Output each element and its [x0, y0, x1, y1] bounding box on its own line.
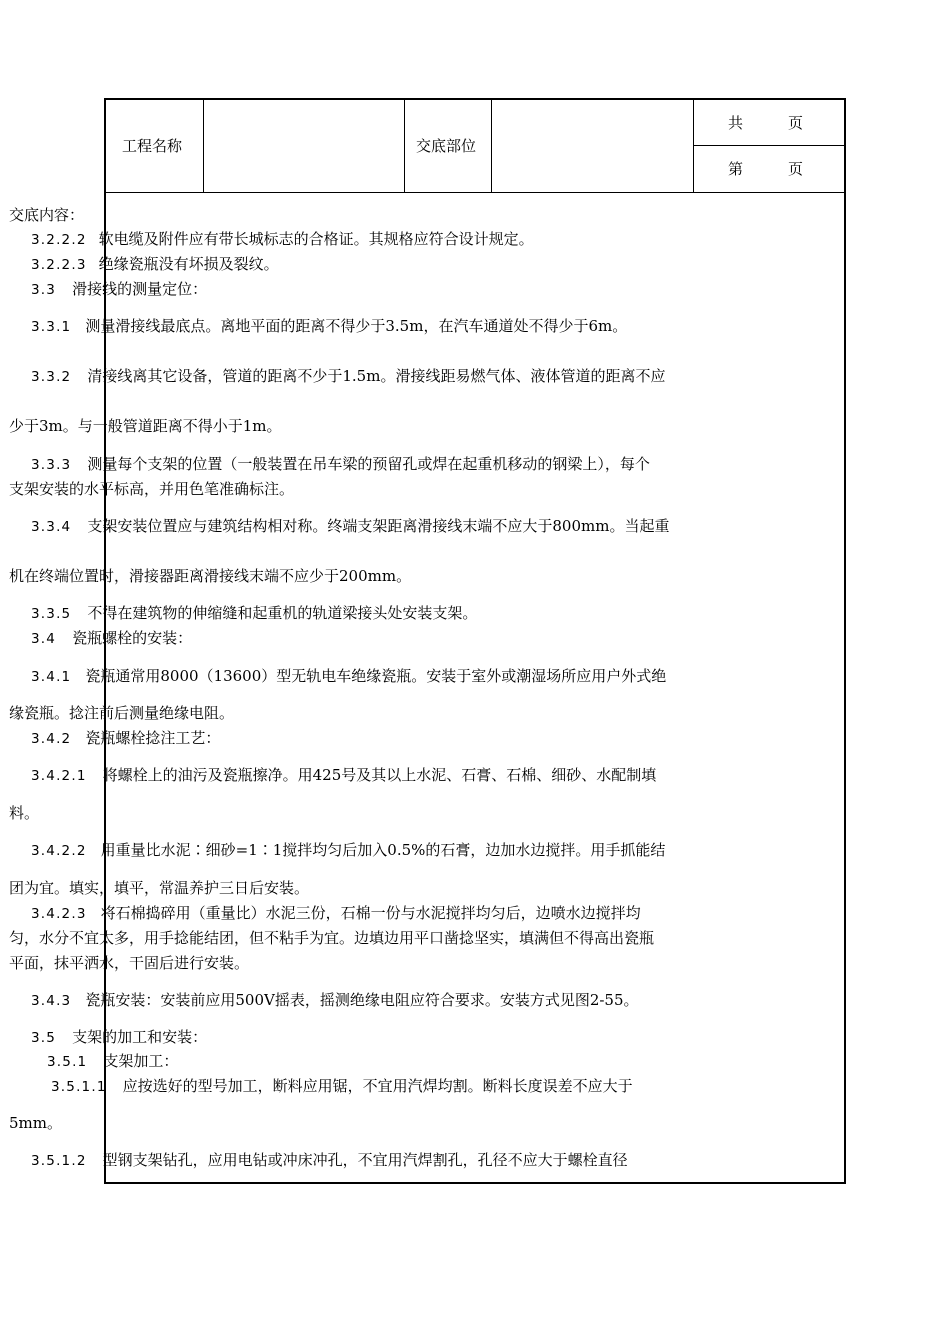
- divider: [694, 145, 844, 146]
- section-number: 3.4: [31, 631, 57, 647]
- line-text: 瓷瓶螺栓捻注工艺：: [85, 729, 221, 747]
- content-line: [9, 803, 39, 823]
- line-text: 清接线离其它设备，管道的距离不少于1.5m。滑接线距易燃气体、液体管道的距离不应: [87, 367, 666, 385]
- section-number: 3.2.2.2: [31, 232, 87, 248]
- section-number: 3.4.3: [31, 993, 72, 1009]
- line-text: 测量每个支架的位置（一般装置在吊车梁的预留孔或焊在起重机移动的钢梁上），每个: [87, 455, 650, 473]
- section-number: 3.4.2.1: [31, 768, 87, 784]
- section-number: 3.4.1: [31, 669, 72, 685]
- section-number: 3.3.3: [31, 457, 72, 473]
- line-text: 绝缘瓷瓶没有坏损及裂纹。: [98, 255, 279, 273]
- content-line: [31, 765, 656, 786]
- content-line: [31, 666, 666, 687]
- line-text: 支架安装的水平标高，并用色笔准确标注。: [9, 480, 295, 498]
- line-text: 软电缆及附件应有带长城标志的合格证。其规格应符合设计规定。: [98, 230, 534, 248]
- section-number: 3.4.2.2: [31, 843, 87, 859]
- content-line: [31, 728, 220, 749]
- line-text: 平面，抹平洒水，干固后进行安装。: [9, 954, 250, 972]
- line-text: 瓷瓶安装：安装前应用500V摇表，摇测绝缘电阻应符合要求。安装方式见图2-55。: [85, 991, 639, 1009]
- divider: [491, 100, 492, 192]
- section-number: 3.5.1.1: [51, 1079, 107, 1095]
- section-number: 3.5.1.2: [31, 1153, 87, 1169]
- content-line: [31, 1027, 207, 1048]
- content-line: [9, 953, 249, 973]
- line-text: 将石棉捣碎用（重量比）水泥三份，石棉一份与水泥搅拌均匀后，边喷水边搅拌均: [100, 904, 641, 922]
- divider: [404, 100, 405, 192]
- line-text: 支架的加工和安装：: [72, 1028, 208, 1046]
- project-name-label: 工程名称: [122, 137, 183, 155]
- content-line: [9, 878, 309, 898]
- content-line: [31, 628, 192, 649]
- content-line: [31, 366, 665, 387]
- line-text: 应按选好的型号加工，断料应用锯，不宜用汽焊均割。断料长度误差不应大于: [122, 1077, 633, 1095]
- line-text: 用重量比水泥∶细砂=1∶1搅拌均匀后加入0.5%的石膏，边加水边搅拌。用手抓能结: [100, 841, 666, 859]
- line-text: 支架安装位置应与建筑结构相对称。终端支架距离滑接线末端不应大于800mm。当起重: [87, 517, 670, 535]
- section-number: 3.3: [31, 282, 57, 298]
- page-number: 第 页: [728, 160, 804, 178]
- line-text: 滑接线的测量定位：: [72, 280, 208, 298]
- section-number: 3.3.2: [31, 369, 72, 385]
- content-line: [31, 229, 534, 250]
- content-line: [9, 928, 654, 948]
- form-header: [106, 100, 844, 193]
- content-line: [31, 316, 627, 337]
- section-number: 3.4.2: [31, 731, 72, 747]
- line-text: 5mm。: [9, 1114, 62, 1132]
- line-text: 将螺栓上的油污及瓷瓶擦净。用425号及其以上水泥、石膏、石棉、细砂、水配制填: [102, 766, 657, 784]
- line-text: 机在终端位置时，滑接器距离滑接线末端不应少于200mm。: [9, 567, 412, 585]
- content-line: [31, 254, 279, 275]
- line-text: 匀，水分不宜太多，用手捻能结团，但不粘手为宜。边填边用平口凿捻坚实，填满但不得高出瓷瓶: [9, 929, 655, 947]
- content-line: [31, 1150, 628, 1171]
- section-number: 3.3.5: [31, 606, 72, 622]
- content-line: [9, 703, 234, 723]
- line-text: 型钢支架钻孔，应用电钻或冲床冲孔，不宜用汽焊割孔，孔径不应大于螺栓直径: [102, 1151, 628, 1169]
- total-pages: 共 页: [728, 114, 804, 132]
- content-line: [31, 990, 639, 1011]
- content-line: [9, 479, 294, 499]
- section-number: 3.2.2.3: [31, 257, 87, 273]
- content-line: [31, 903, 641, 924]
- content-intro: 交底内容：: [9, 206, 85, 224]
- section-number: 3.4.2.3: [31, 906, 87, 922]
- line-text: 瓷瓶螺栓的安装：: [72, 629, 193, 647]
- section-number: 3.5: [31, 1030, 57, 1046]
- line-text: 缘瓷瓶。捻注前后测量绝缘电阻。: [9, 704, 235, 722]
- content-line: [31, 279, 207, 300]
- line-text: 不得在建筑物的伸缩缝和起重机的轨道梁接头处安装支架。: [87, 604, 478, 622]
- line-text: 团为宜。填实，填平，常温养护三日后安装。: [9, 879, 310, 897]
- line-text: 料。: [9, 804, 40, 822]
- content-line: [9, 1113, 62, 1133]
- content-line: [31, 516, 669, 537]
- line-text: 瓷瓶通常用8000（13600）型无轨电车绝缘瓷瓶。安装于室外或潮湿场所应用户外式绝: [85, 667, 667, 685]
- section-number: 3.3.4: [31, 519, 72, 535]
- content-line: [47, 1051, 178, 1072]
- divider: [203, 100, 204, 192]
- content-line: [9, 566, 411, 586]
- content-line: [31, 454, 650, 475]
- content-line: [9, 416, 282, 436]
- section-number: 3.5.1: [47, 1054, 88, 1070]
- line-text: 测量滑接线最底点。离地平面的距离不得少于3.5m，在汽车通道处不得少于6m。: [85, 317, 628, 335]
- content-line: [51, 1076, 633, 1097]
- section-number: 3.3.1: [31, 319, 72, 335]
- line-text: 少于3m。与一般管道距离不得小于1m。: [9, 417, 282, 435]
- divider: [693, 100, 694, 192]
- line-text: 支架加工：: [103, 1052, 179, 1070]
- content-line: [31, 603, 477, 624]
- content-line: [31, 840, 665, 861]
- location-label: 交底部位: [416, 137, 477, 155]
